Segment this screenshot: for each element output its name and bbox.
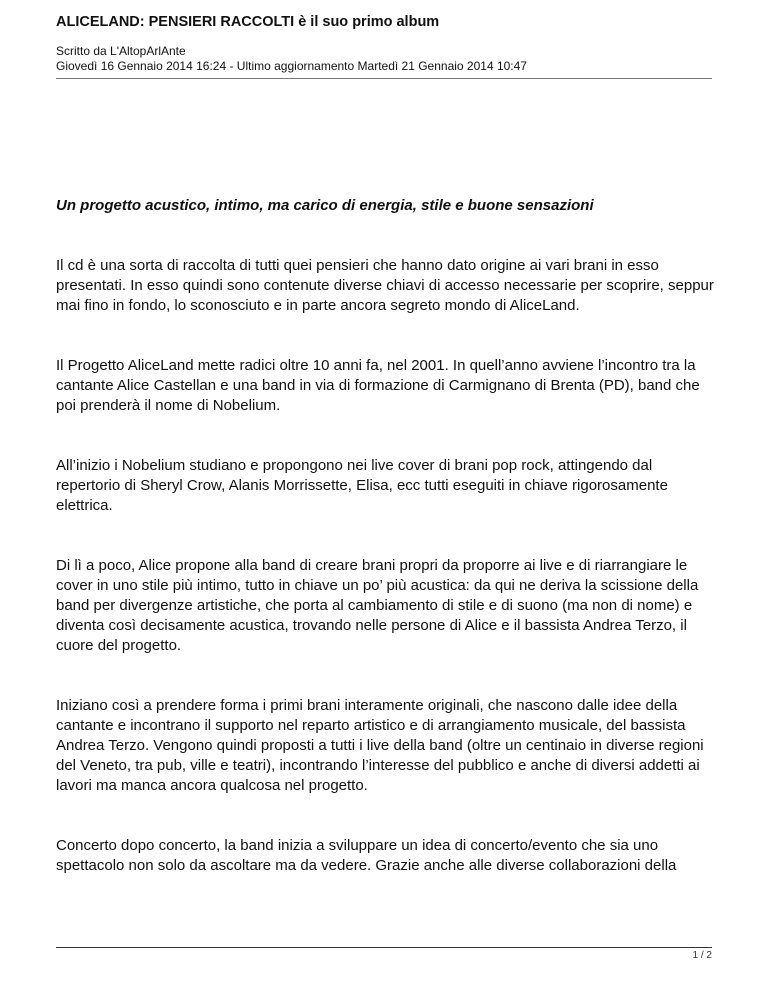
article-meta [56,44,712,74]
article-paragraph-1: Il cd è una sorta di raccolta di tutti quei pensieri che hanno dato origine ai vari brani in esso presentati. In esso quindi sono contenute diverse chiavi di accesso necessarie per scoprire, seppur mai fino in fondo, lo sconosciuto e in parte ancora segreto mondo di AliceLand. [56,257,714,314]
article-paragraph-4: Di lì a poco, Alice propone alla band di creare brani propri da proporre ai live e di riarrangiare le cover in uno stile più intimo, tutto in chiave un po’ più acustica: da qui ne deriva la scissione della band per divergenze artistiche, che porta al cambiamento di stile e di suono (ma non di nome) e diventa così decisamente acustica, trovando nelle persone di Alice e il bassista Andrea Terzo, il cuore del progetto. [56,557,699,654]
article-paragraph-2: Il Progetto AliceLand mette radici oltre 10 anni fa, nel 2001. In quell’anno avviene l’incontro tra la cantante Alice Castellan e una band in via di formazione di Carmignano di Brenta (PD), band che poi prenderà il nome di Nobelium. [56,357,700,414]
article-paragraph-3: All’inizio i Nobelium studiano e propongono nei live cover di brani pop rock, attingendo dal repertorio di Sheryl Crow, Alanis Morrissette, Elisa, ecc tutti eseguiti in chiave rigorosamente elettrica. [56,457,668,514]
header-divider [56,78,712,79]
page-number: 1 / 2 [692,950,712,961]
document-header [56,12,712,74]
article-paragraph-5: Iniziano così a prendere forma i primi brani interamente originali, che nascono dalle idee della cantante e incontrano il supporto nel reparto artistico e di arrangiamento musicale, del bassista Andrea Terzo. Vengono quindi proposti a tutti i live della band (oltre un centinaio in diverse regioni del Veneto, tra pub, ville e teatri), incontrando l’interesse del pubblico e anche di diversi addetti ai lavori ma manca ancora qualcosa nel progetto. [56,697,704,794]
footer-divider [56,947,712,948]
article-body [56,196,716,876]
article-title: ALICELAND: PENSIERI RACCOLTI è il suo primo album [56,14,440,30]
article-author: Scritto da L'AltopArlAnte [56,44,186,58]
article-paragraph-6: Concerto dopo concerto, la band inizia a sviluppare un idea di concerto/evento che sia uno spettacolo non solo da ascoltare ma da vedere. Grazie anche alle diverse collaborazioni della [56,837,677,874]
article-subtitle: Un progetto acustico, intimo, ma carico di energia, stile e buone sensazioni [56,197,594,214]
article-dates: Giovedì 16 Gennaio 2014 16:24 - Ultimo aggiornamento Martedì 21 Gennaio 2014 10:47 [56,59,527,73]
